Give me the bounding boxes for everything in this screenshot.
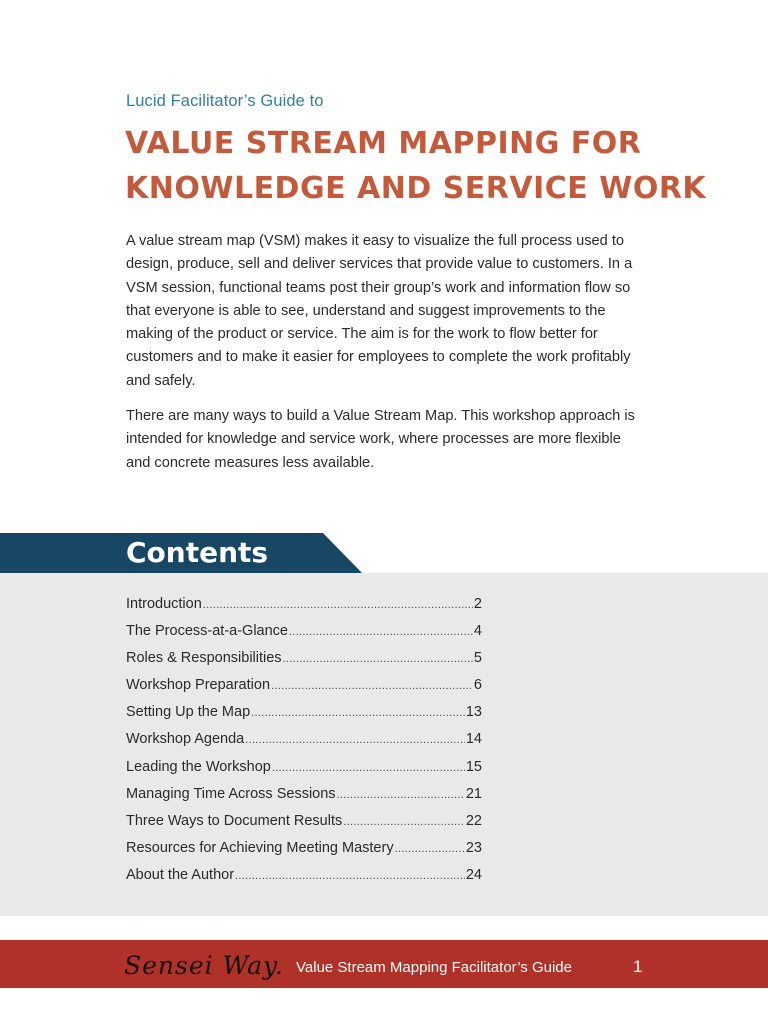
toc-item[interactable]: [126, 650, 482, 677]
toc-item-label: Workshop Preparation: [126, 677, 271, 694]
table-of-contents: [126, 596, 482, 894]
toc-item[interactable]: [126, 786, 482, 813]
toc-item-page: 4: [473, 623, 482, 640]
title-line-1: VALUE STREAM MAPPING FOR: [125, 126, 642, 161]
intro-paragraph-1: A value stream map (VSM) makes it easy to visualize the full process used to design, produce, sell and deliver services that provide value to customers. In a VSM session, functional teams post their group’s work and information flow so that everyone is able to see, understand and suggest improvements to the making of the product or service. The aim is for the work to flow better for customers and to make it easier for employees to complete the work profitably and safely.: [126, 233, 633, 389]
guide-subtitle: Lucid Facilitator’s Guide to: [126, 92, 324, 110]
toc-item-page: 2: [473, 596, 482, 612]
toc-item[interactable]: [126, 840, 482, 867]
toc-leader: [283, 650, 473, 666]
toc-item-label: Roles & Responsibilities: [126, 650, 282, 667]
toc-item[interactable]: [126, 759, 482, 786]
toc-item[interactable]: [126, 867, 482, 894]
toc-leader: [251, 704, 465, 720]
toc-leader: [289, 623, 473, 639]
toc-item-page: 23: [465, 839, 482, 856]
page-number: 1: [633, 957, 643, 976]
toc-item-label: Resources for Achieving Meeting Mastery: [126, 839, 394, 856]
intro-text: [126, 230, 646, 487]
toc-item-page: 6: [473, 677, 482, 694]
toc-item-page: 21: [465, 785, 482, 802]
contents-heading: Contents: [126, 536, 269, 569]
toc-leader: [272, 759, 465, 775]
toc-item-page: 15: [465, 758, 482, 775]
toc-item-label: About the Author: [126, 866, 235, 883]
toc-item-label: Three Ways to Document Results: [126, 812, 343, 829]
toc-leader: [235, 867, 465, 883]
toc-item[interactable]: [126, 813, 482, 840]
toc-item[interactable]: [126, 677, 482, 704]
toc-leader: [337, 786, 465, 802]
toc-item-label: Setting Up the Map: [126, 704, 251, 721]
toc-leader: [271, 677, 473, 693]
toc-item-page: 5: [473, 650, 482, 667]
toc-item-label: Introduction: [126, 596, 202, 612]
toc-item[interactable]: [126, 623, 482, 650]
title-line-2: KNOWLEDGE AND SERVICE WORK: [125, 171, 707, 206]
toc-leader: [245, 731, 465, 747]
page-title: [125, 121, 725, 211]
toc-item[interactable]: [126, 704, 482, 731]
toc-item-page: 24: [465, 866, 482, 883]
toc-item-label: Workshop Agenda: [126, 731, 245, 748]
toc-item-page: 14: [465, 731, 482, 748]
toc-item-page: 13: [465, 704, 482, 721]
sensei-way-logo: Sensei Way.: [124, 951, 284, 980]
toc-leader: [203, 596, 473, 612]
footer-guide-title: Value Stream Mapping Facilitator’s Guide: [296, 959, 572, 976]
toc-item-label: Managing Time Across Sessions: [126, 785, 336, 802]
toc-leader: [395, 840, 465, 856]
toc-item-label: Leading the Workshop: [126, 758, 271, 775]
toc-item[interactable]: [126, 596, 482, 623]
toc-item-page: 22: [465, 812, 482, 829]
toc-leader: [343, 813, 465, 829]
intro-paragraph-2: There are many ways to build a Value Stream Map. This workshop approach is intended for knowledge and service work, where processes are more flexible and concrete measures less available.: [126, 408, 635, 471]
toc-item-label: The Process-at-a-Glance: [126, 623, 288, 640]
toc-item[interactable]: [126, 731, 482, 758]
